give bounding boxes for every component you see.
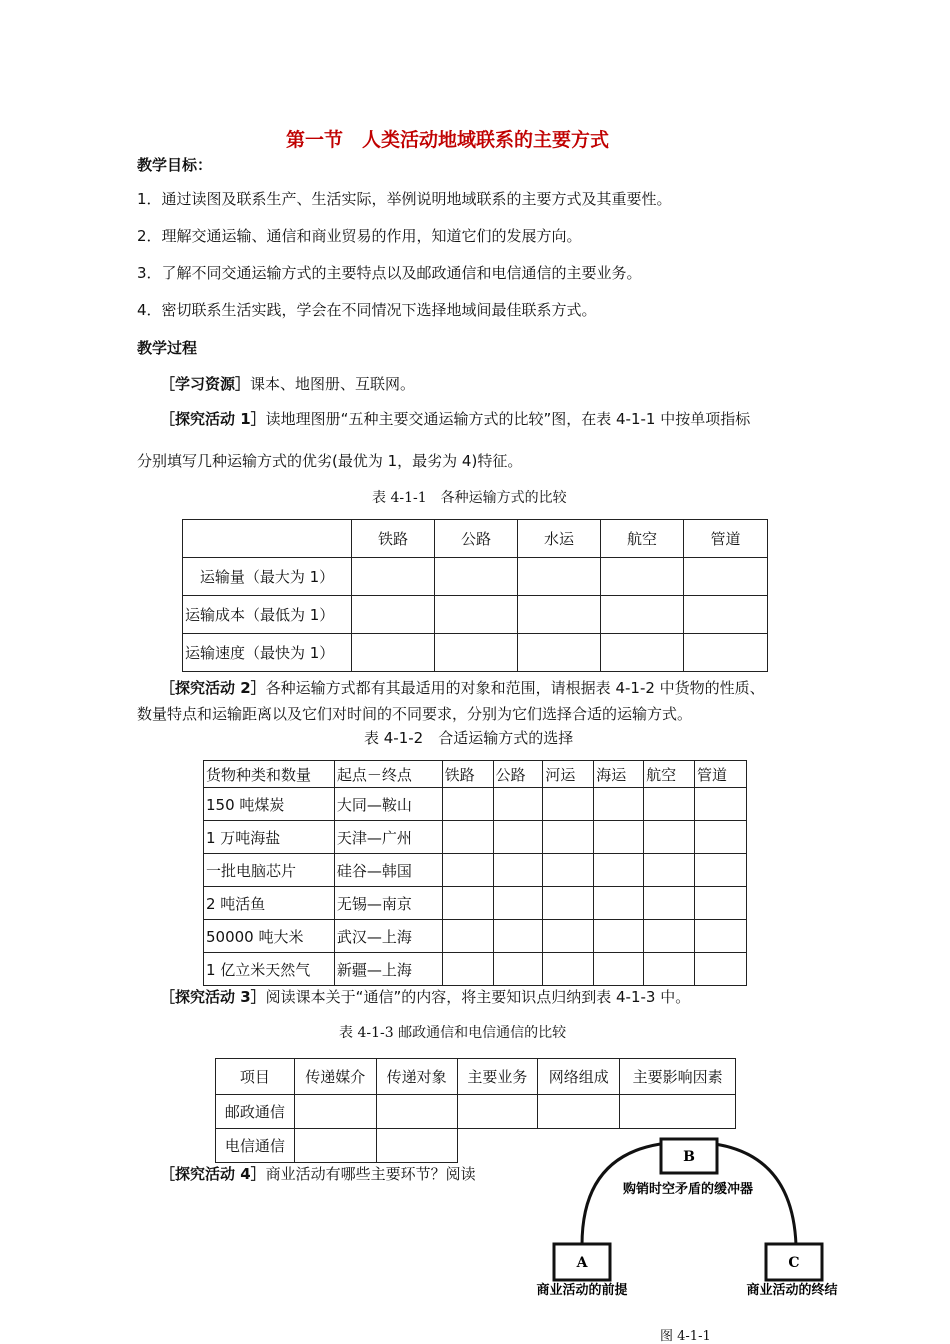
answer-cell[interactable] [294,1095,376,1129]
row-label: 电信通信 [216,1129,295,1163]
activity1-line2: 分别填写几种运输方式的优劣(最优为 1，最劣为 4)特征。 [137,452,523,470]
objective-item: 2．理解交通运输、通信和商业贸易的作用，知道它们的发展方向。 [137,227,582,245]
premise-caption: 商业活动的前提 [536,1283,628,1298]
table-transport-choice [203,760,747,986]
box-a-label: A [576,1255,588,1271]
table-row [183,596,768,634]
answer-cell[interactable] [644,821,695,854]
answer-cell[interactable] [518,634,601,672]
table-header-cell [183,520,352,558]
process-heading: 教学过程 [137,339,198,357]
table-header-cell: 传递对象 [376,1059,457,1095]
answer-cell[interactable] [518,558,601,596]
activity2-line2: 数量特点和运输距离以及它们对时间的不同要求，分别为它们选择合适的运输方式。 [137,705,693,723]
answer-cell[interactable] [442,920,493,953]
answer-cell[interactable] [644,887,695,920]
commerce-diagram [530,1130,860,1310]
row-label: 运输量（最大为 1） [183,558,352,596]
answer-cell[interactable] [594,887,644,920]
table-header-cell: 航空 [644,761,695,788]
table-row [204,821,747,854]
answer-cell[interactable] [493,887,543,920]
answer-cell[interactable] [457,1095,538,1129]
activity3-label: ［探究活动 3］ [160,988,266,1006]
activity1-line1 [160,408,750,429]
table-header-cell: 河运 [543,761,594,788]
answer-cell[interactable] [594,953,644,986]
activity3-text: 阅读课本关于“通信”的内容，将主要知识点归纳到表 4-1-3 中。 [265,988,691,1006]
box-c-label: C [788,1255,800,1271]
activity2-label: ［探究活动 2］ [160,679,266,697]
answer-cell[interactable] [644,953,695,986]
goods-cell: 一批电脑芯片 [204,854,335,887]
table-row [204,887,747,920]
table3-caption: 表 4-1-3 邮政通信和电信通信的比较 [339,1025,567,1041]
table-row [204,854,747,887]
answer-cell[interactable] [442,788,493,821]
answer-cell[interactable] [684,596,768,634]
box-b-label: B [683,1149,695,1165]
answer-cell[interactable] [493,953,543,986]
answer-cell[interactable] [352,634,435,672]
answer-cell[interactable] [594,920,644,953]
table-header-cell: 管道 [684,520,768,558]
table-header-cell: 项目 [216,1059,295,1095]
table-row [183,634,768,672]
answer-cell[interactable] [376,1095,457,1129]
goods-cell: 1 亿立米天然气 [204,953,335,986]
answer-cell[interactable] [352,558,435,596]
goods-cell: 50000 吨大米 [204,920,335,953]
route-cell: 硅谷—韩国 [334,854,442,887]
answer-cell[interactable] [538,1095,620,1129]
table-header-cell: 网络组成 [538,1059,620,1095]
activity1-text: 读地理图册“五种主要交通运输方式的比较”图，在表 4-1-1 中按单项指标 [265,410,751,428]
activity2-line1 [160,677,765,698]
answer-cell[interactable] [695,953,747,986]
table-row [204,953,747,986]
answer-cell[interactable] [543,887,594,920]
page-title: 第一节 人类活动地域联系的主要方式 [286,129,610,151]
answer-cell[interactable] [644,788,695,821]
answer-cell[interactable] [644,920,695,953]
activity3-line [160,986,690,1007]
objective-item: 1．通过读图及联系生产、生活实际，举例说明地域联系的主要方式及其重要性。 [137,190,672,208]
answer-cell[interactable] [644,854,695,887]
answer-cell[interactable] [518,596,601,634]
answer-cell[interactable] [352,596,435,634]
table-row [204,920,747,953]
row-label: 运输速度（最快为 1） [183,634,352,672]
answer-cell[interactable] [543,953,594,986]
answer-cell[interactable] [442,854,493,887]
answer-cell[interactable] [442,887,493,920]
answer-cell[interactable] [695,887,747,920]
objective-item: 4．密切联系生活实践，学会在不同情况下选择地域间最佳联系方式。 [137,301,597,319]
buffer-caption: 购销时空矛盾的缓冲器 [622,1182,754,1197]
goods-cell: 2 吨活鱼 [204,887,335,920]
answer-cell[interactable] [594,821,644,854]
answer-cell[interactable] [493,788,543,821]
activity4-line [160,1163,476,1184]
activity4-text: 商业活动有哪些主要环节？阅读 [265,1165,476,1183]
table-header-cell: 公路 [493,761,543,788]
answer-cell[interactable] [543,821,594,854]
answer-cell[interactable] [435,634,518,672]
resources-text: 课本、地图册、互联网。 [250,375,416,393]
table1-caption: 表 4-1-1 各种运输方式的比较 [372,490,567,506]
activity1-label: ［探究活动 1］ [160,410,266,428]
answer-cell[interactable] [684,558,768,596]
answer-cell[interactable] [695,920,747,953]
goods-cell: 150 吨煤炭 [204,788,335,821]
table-row [216,1095,736,1129]
answer-cell[interactable] [376,1129,457,1163]
row-label: 邮政通信 [216,1095,295,1129]
end-caption: 商业活动的终结 [746,1283,838,1298]
answer-cell[interactable] [695,854,747,887]
table-header-cell: 铁路 [442,761,493,788]
figure-caption: 图 4-1-1 [660,1329,711,1344]
table-header-cell: 管道 [695,761,747,788]
answer-cell[interactable] [620,1095,736,1129]
answer-cell[interactable] [493,920,543,953]
answer-cell[interactable] [594,788,644,821]
answer-cell[interactable] [695,788,747,821]
table-header-cell: 海运 [594,761,644,788]
table-header-cell: 航空 [601,520,684,558]
route-cell: 天津—广州 [334,821,442,854]
table-header-cell: 主要业务 [457,1059,538,1095]
answer-cell[interactable] [601,596,684,634]
answer-cell[interactable] [543,854,594,887]
answer-cell[interactable] [435,596,518,634]
table-header-cell: 起点－终点 [334,761,442,788]
route-cell: 武汉—上海 [334,920,442,953]
goods-cell: 1 万吨海盐 [204,821,335,854]
table-header-cell: 公路 [435,520,518,558]
answer-cell[interactable] [442,953,493,986]
answer-cell[interactable] [601,634,684,672]
answer-cell[interactable] [493,821,543,854]
answer-cell[interactable] [493,854,543,887]
objectives-heading: 教学目标： [137,156,213,174]
route-cell: 无锡—南京 [334,887,442,920]
table-header-cell: 主要影响因素 [620,1059,736,1095]
answer-cell[interactable] [543,920,594,953]
table-header-cell: 铁路 [352,520,435,558]
table-row [183,558,768,596]
table-header-cell: 水运 [518,520,601,558]
answer-cell[interactable] [684,634,768,672]
answer-cell[interactable] [457,1129,538,1163]
objective-item: 3．了解不同交通运输方式的主要特点以及邮政通信和电信通信的主要业务。 [137,264,642,282]
resources-label: ［学习资源］ [160,375,251,393]
table-header-cell: 货物种类和数量 [204,761,335,788]
answer-cell[interactable] [442,821,493,854]
table-row [204,788,747,821]
answer-cell[interactable] [594,854,644,887]
resources-line [160,373,415,394]
table2-caption: 表 4-1-2 合适运输方式的选择 [364,729,574,747]
activity4-label: ［探究活动 4］ [160,1165,266,1183]
table-header-cell: 传递媒介 [294,1059,376,1095]
route-cell: 新疆—上海 [334,953,442,986]
answer-cell[interactable] [294,1129,376,1163]
route-cell: 大同—鞍山 [334,788,442,821]
table-transport-comparison [182,519,768,672]
answer-cell[interactable] [543,788,594,821]
row-label: 运输成本（最低为 1） [183,596,352,634]
activity2-text: 各种运输方式都有其最适用的对象和范围，请根据表 4-1-2 中货物的性质、 [265,679,765,697]
answer-cell[interactable] [601,558,684,596]
answer-cell[interactable] [695,821,747,854]
answer-cell[interactable] [435,558,518,596]
